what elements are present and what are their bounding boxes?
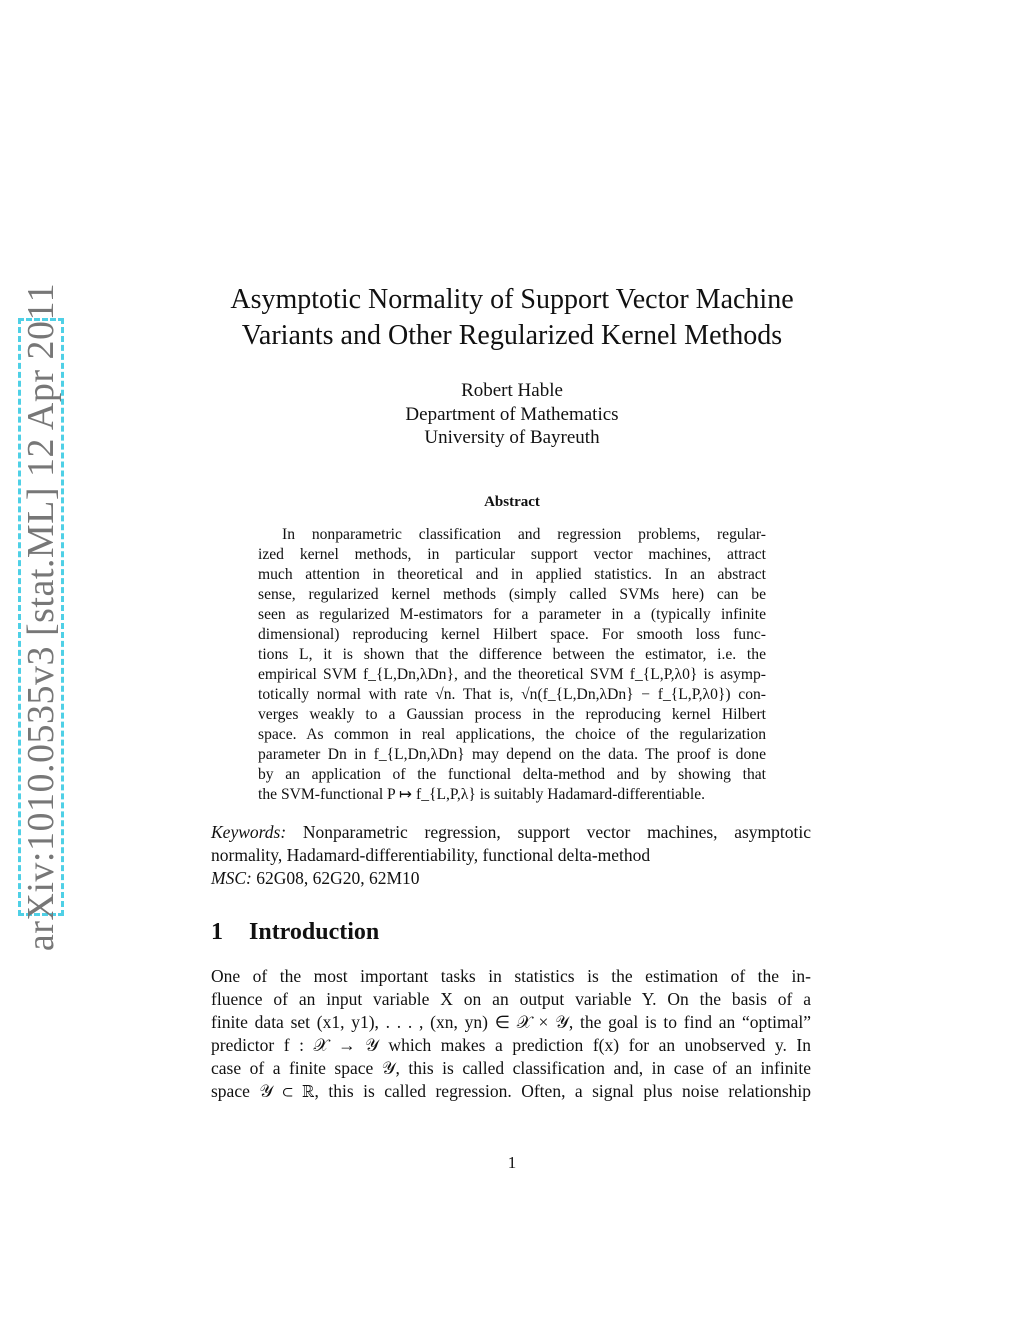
intro-line: predictor f : 𝒳 → 𝒴 which makes a prediction f(x) for an unobserved y. In [211,1035,811,1055]
author-name: Robert Hable [461,380,563,401]
abstract-line: dimensional) reproducing kernel Hilbert space. For smooth loss func- [258,626,766,643]
intro-line: case of a finite space 𝒴, this is called classification and, in case of an infinite [211,1058,811,1078]
section-title: Introduction [249,919,380,945]
intro-line: finite data set (x1, y1), . . . , (xn, yn) ∈ 𝒳 × 𝒴, the goal is to find an “optimal” [211,1012,811,1032]
abstract-line: much attention in theoretical and in applied statistics. In an abstract [258,566,766,583]
abstract-line: empirical SVM f_{L,Dn,λDn}, and the theoretical SVM f_{L,P,λ0} is asymp- [258,666,766,683]
abstract-heading: Abstract [484,494,540,510]
author-department: Department of Mathematics [405,403,619,425]
abstract-line: verges weakly to a Gaussian process in the reproducing kernel Hilbert [258,706,766,723]
abstract-line: tions L, it is shown that the difference between the estimator, i.e. the [258,646,766,663]
abstract-line: In nonparametric classification and regression problems, regular- [282,526,766,543]
author-university: University of Bayreuth [424,427,600,448]
keywords-text-1: Nonparametric regression, support vector machines, asymptotic [302,822,811,842]
section-heading [211,919,379,946]
paper-title [0,282,1024,354]
msc-value: 62G08, 62G20, 62M10 [256,868,420,888]
section-number: 1 [211,919,223,945]
page-number: 1 [507,1153,517,1172]
title-line-2: Variants and Other Regularized Kernel Methods [241,320,783,351]
abstract-line: parameter Dn in f_{L,Dn,λDn} may depend on the data. The proof is done [258,746,766,763]
keywords-block [211,821,811,890]
msc-line [211,867,811,890]
title-line-1: Asymptotic Normality of Support Vector Machine [230,284,794,315]
abstract-line: the SVM-functional P ↦ f_{L,P,λ} is suitably Hadamard-differentiable. [258,786,706,803]
intro-paragraph [211,965,811,1103]
arxiv-stamp-text: arXiv:1010.0535v3 [stat.ML] 12 Apr 2011 [20,282,62,952]
abstract-line: sense, regularized kernel methods (simply called SVMs here) can be [258,586,766,603]
intro-line: One of the most important tasks in statistics is the estimation of the in- [211,966,811,986]
intro-line: space 𝒴 ⊂ ℝ, this is called regression. Often, a signal plus noise relationship [211,1081,811,1101]
abstract-line: totically normal with rate √n. That is, √n(f_{L,Dn,λDn} − f_{L,P,λ0}) con- [258,686,766,703]
author-block [0,379,1024,450]
keywords-label: Keywords: [211,822,287,842]
intro-line: fluence of an input variable X on an output variable Y. On the basis of a [211,989,811,1009]
keywords-text-2: normality, Hadamard-differentiability, functional delta-method [211,845,651,865]
abstract-line: by an application of the functional delta-method and by showing that [258,766,766,783]
abstract-line: ized kernel methods, in particular support vector machines, attract [258,546,766,563]
msc-label: MSC: [211,868,252,888]
abstract-line: seen as regularized M-estimators for a parameter in a (typically infinite [258,606,766,623]
keywords-line-1 [211,821,811,844]
abstract-body [258,525,766,805]
abstract-line: space. As common in real applications, the choice of the regularization [258,726,766,743]
